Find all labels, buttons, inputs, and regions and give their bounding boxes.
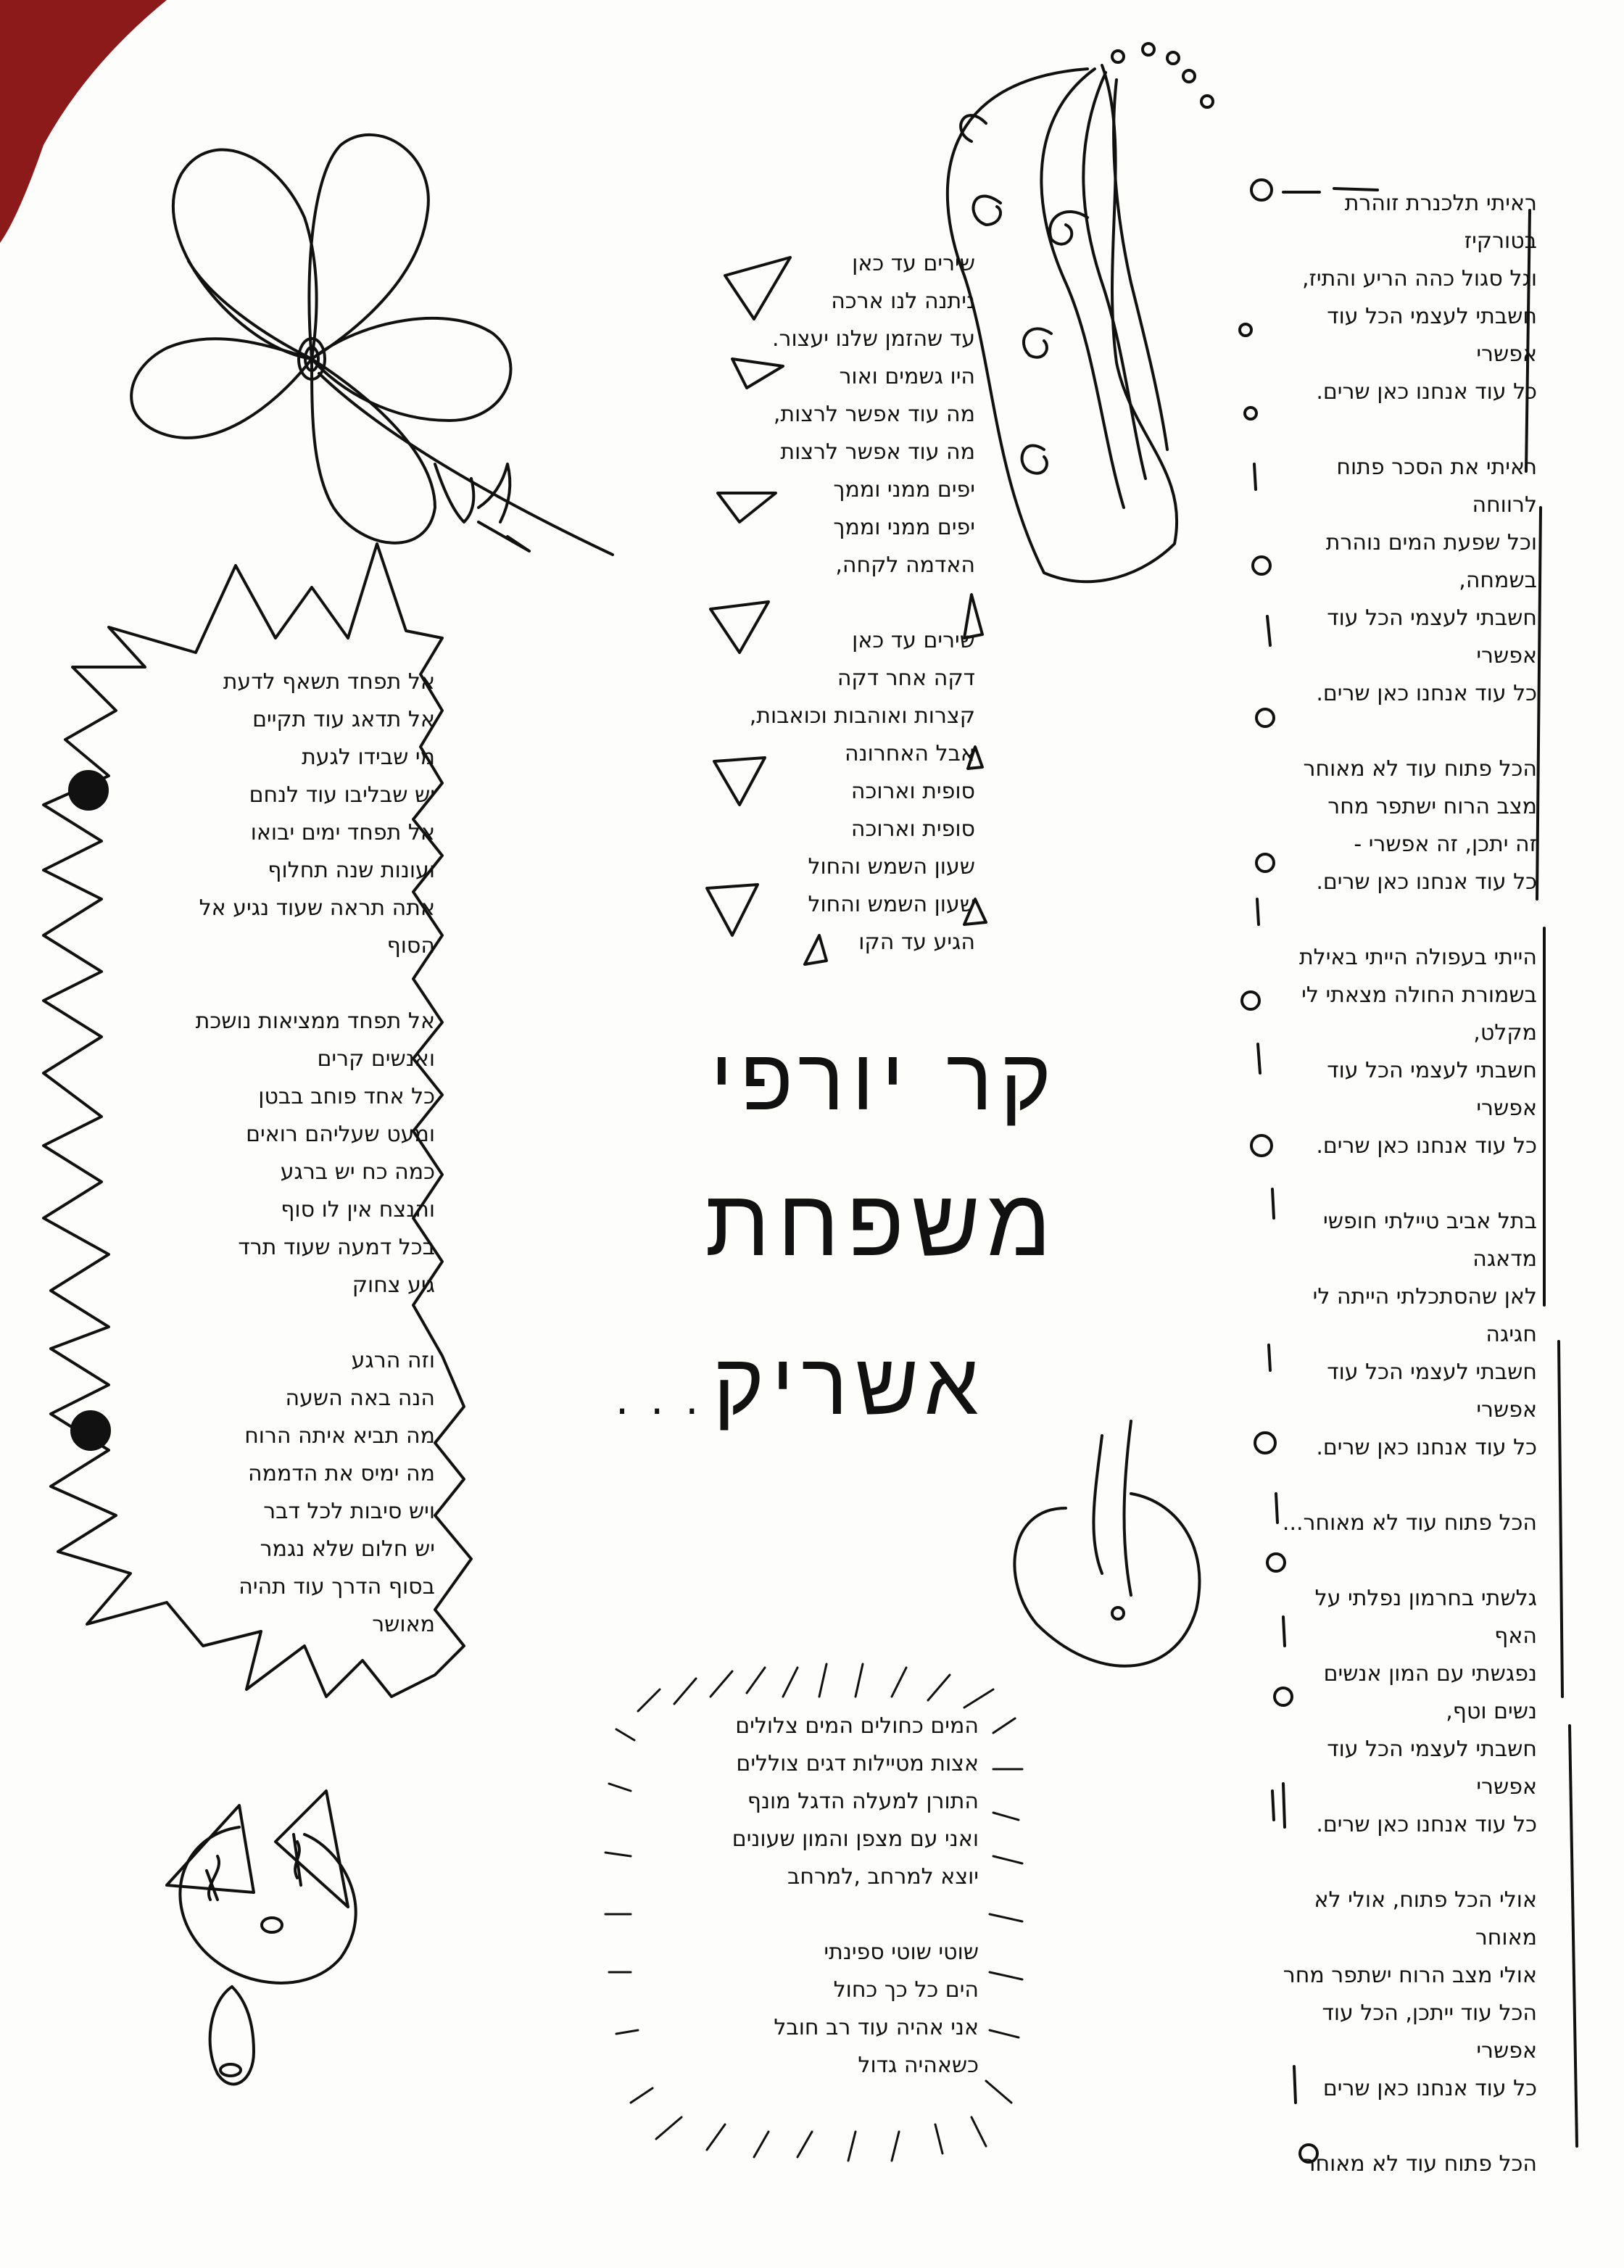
red-corner xyxy=(0,0,167,243)
money-bag-doodle xyxy=(167,1791,356,2084)
poem-line: שעון השמש והחול xyxy=(808,892,975,917)
poem-line: המים כחולים המים צלולים xyxy=(735,1713,979,1739)
poem-line: מאוחר xyxy=(1475,1925,1537,1950)
poem-line: כל עוד אנחנו כאן שרים. xyxy=(1316,869,1537,895)
poem-line: יוצא למרחב ,למרחב xyxy=(787,1864,979,1890)
poem-line: אבל האחרונה xyxy=(845,741,975,766)
poem-line: אפשרי xyxy=(1476,2038,1537,2064)
poem-line: חגיגה xyxy=(1486,1322,1537,1347)
poem-line: בכל דמעה שעוד תרד xyxy=(238,1235,435,1260)
poem-line: ויש סיבות לכל דבר xyxy=(263,1499,435,1524)
poem-line: אני אהיה עוד רב חובל xyxy=(774,2015,979,2040)
poem-line: סופית וארוכה xyxy=(850,779,975,804)
poem-line: שעון השמש והחול xyxy=(808,854,975,880)
poem-line: בשמורת החולה מצאתי לי xyxy=(1301,982,1537,1008)
poem-line: התורן למעלה הדגל מונף xyxy=(747,1789,979,1814)
poem-line: אפשרי xyxy=(1476,1397,1537,1423)
dedication-line-1: קר יורפי xyxy=(710,1030,1058,1130)
poem-line: ומעט שעליהם רואים xyxy=(246,1122,435,1147)
poem-line: חשבתי לעצמי הכל עוד xyxy=(1327,1737,1537,1762)
poem-line: ועונות שנה תחלוף xyxy=(268,858,435,883)
poem-line: שירים עד כאן xyxy=(852,251,975,276)
poem-line: זה יתכן, זה אפשרי - xyxy=(1354,832,1537,857)
poem-line: כל עוד אנחנו כאן שרים xyxy=(1322,2076,1537,2101)
poem-line: ואנשים קרים xyxy=(317,1046,435,1072)
poem-line: יפים ממני וממך xyxy=(833,515,975,540)
poem-line: כל עוד אנחנו כאן שרים. xyxy=(1316,1812,1537,1837)
poem-line: חשבתי לעצמי הכל עוד xyxy=(1327,1359,1537,1385)
poem-line: אתה תראה שעוד נגיע אל xyxy=(199,895,435,921)
black-dot xyxy=(72,1412,109,1449)
poem-line: וזה הרגע xyxy=(351,1348,435,1373)
poem-line: מה עוד אפשר לרצות xyxy=(780,439,975,465)
poem-line: גלשתי בחרמון נפלתי על xyxy=(1314,1586,1537,1611)
poem-line: יפים ממני וממך xyxy=(833,477,975,502)
poem-line: אל תפחד ימים יבואו xyxy=(250,820,435,845)
poem-line: היו גשמים ואור xyxy=(839,364,975,389)
poem-line: לרווחה xyxy=(1472,492,1537,518)
poem-line: אפשרי xyxy=(1476,1774,1537,1800)
poem-line: אולי הכל פתוח, אולי לא xyxy=(1314,1887,1537,1913)
poem-line: חשבתי לעצמי הכל עוד xyxy=(1327,1058,1537,1083)
poem-bottom xyxy=(732,1708,979,2085)
poem-line: בטורקיז xyxy=(1464,228,1537,254)
poem-line: גיע צחוק xyxy=(352,1272,435,1298)
poem-line: שוטי שוטי ספינתי xyxy=(824,1940,979,1965)
poem-line: ראיתי את הסכר פתוח xyxy=(1336,455,1537,480)
poem-line: נשים וטף, xyxy=(1446,1699,1537,1724)
poem-line: ראיתי תלכנרת זוהרת xyxy=(1344,191,1537,216)
poem-line: מה תביא איתה הרוח xyxy=(244,1423,435,1449)
poem-right xyxy=(1283,185,1537,2183)
poem-line: חשבתי לעצמי הכל עוד xyxy=(1327,304,1537,329)
poem-line: אל תפחד ממציאות נושכת xyxy=(195,1009,435,1034)
poem-line: כל עוד אנחנו כאן שרים. xyxy=(1316,379,1537,405)
poem-line: כל עוד אנחנו כאן שרים. xyxy=(1316,1133,1537,1159)
poem-middle xyxy=(750,245,975,961)
poem-line: מי שבידו לגעת xyxy=(302,745,435,770)
poem-line: וגל סגול כהה הריע והתיז, xyxy=(1302,266,1537,291)
flower-drawing xyxy=(131,135,613,555)
poem-line: האדמה לקחה, xyxy=(835,552,975,578)
poem-line: הנה באה השעה xyxy=(285,1386,435,1411)
poem-line: כל אחד פוחב בבטן xyxy=(258,1084,435,1109)
poem-line: נפגשתי עם המון אנשים xyxy=(1323,1661,1537,1686)
poem-line: כמה כח יש ברגע xyxy=(280,1159,435,1185)
poem-line: בשמחה, xyxy=(1459,568,1537,593)
poem-line: הכל עוד ייתכן, הכל עוד xyxy=(1322,2000,1537,2026)
poem-line: אל תדאג עוד תקיים xyxy=(252,707,435,732)
poem-line: הכל פתוח עוד לא מאוחר xyxy=(1303,756,1537,782)
poem-line: דקה אחר דקה xyxy=(837,666,975,691)
poem-line: האף xyxy=(1494,1623,1537,1649)
poem-left xyxy=(196,663,435,1644)
lamed-doodle xyxy=(1014,1421,1199,1666)
poem-line: מאושר xyxy=(372,1612,435,1637)
poem-line: הים כל כך כחול xyxy=(833,1977,979,2003)
poem-line: הייתי בעפולה הייתי באילת xyxy=(1298,945,1537,970)
poem-line: אפשרי xyxy=(1476,643,1537,669)
dedication-line-3: אשריק... xyxy=(608,1334,986,1435)
poem-line: בתל אביב טיילתי חופשי xyxy=(1323,1209,1537,1234)
poem-line: אפשרי xyxy=(1476,342,1537,367)
poem-line: מקלט, xyxy=(1473,1020,1537,1046)
poem-line: קצרות ואוהבות וכואבות, xyxy=(749,703,975,729)
poem-line: מה ימיס את הדממה xyxy=(248,1461,435,1486)
dedication-line-2: משפחת xyxy=(705,1167,1058,1278)
poem-line: כל עוד אנחנו כאן שרים. xyxy=(1316,1435,1537,1460)
poem-line: מצב הרוח ישתפר מחר xyxy=(1327,794,1537,819)
poem-line: הכל פתוח עוד לא מאוחר xyxy=(1303,2151,1537,2177)
poem-line: ואני עם מצפן והמון שעונים xyxy=(732,1826,979,1852)
poem-line: כשאהיה גדול xyxy=(858,2053,979,2078)
poem-line: יש שבליבו עוד לנחם xyxy=(249,782,435,808)
poem-line: אפשרי xyxy=(1476,1096,1537,1121)
poem-line: ניתנה לנו ארכה xyxy=(831,289,975,314)
poem-line: וכל שפעת המים נוהרת xyxy=(1325,530,1537,555)
poem-line: עד שהזמן שלנו יעצור. xyxy=(772,326,975,352)
poem-line: כל עוד אנחנו כאן שרים. xyxy=(1316,681,1537,706)
poem-line: והנצח אין לו סוף xyxy=(281,1197,435,1222)
poem-line: סופית וארוכה xyxy=(850,816,975,842)
poem-line: הסוף xyxy=(386,933,435,959)
poem-line: הכל פתוח עוד לא מאוחר... xyxy=(1282,1510,1537,1536)
black-dot xyxy=(70,771,107,809)
poem-line: אצות מטיילות דגים צוללים xyxy=(736,1751,979,1776)
poem-line: לאן שהסתכלתי הייתה לי xyxy=(1312,1284,1537,1309)
poem-line: יש חלום שלא נגמר xyxy=(260,1536,435,1562)
poem-line: שירים עד כאן xyxy=(852,628,975,653)
poem-line: הגיע עד הקו xyxy=(858,930,975,955)
poem-line: בסוף הדרך עוד תהיה xyxy=(239,1574,435,1599)
poem-line: מה עוד אפשר לרצות, xyxy=(773,402,975,427)
poem-line: חשבתי לעצמי הכל עוד xyxy=(1327,605,1537,631)
poem-line: אולי מצב הרוח ישתפר מחר xyxy=(1283,1963,1537,1988)
poem-line: אל תפחד תשאף לדעת xyxy=(223,669,435,695)
poem-line: מדאגה xyxy=(1472,1246,1537,1272)
swirl-drawing xyxy=(948,44,1213,582)
